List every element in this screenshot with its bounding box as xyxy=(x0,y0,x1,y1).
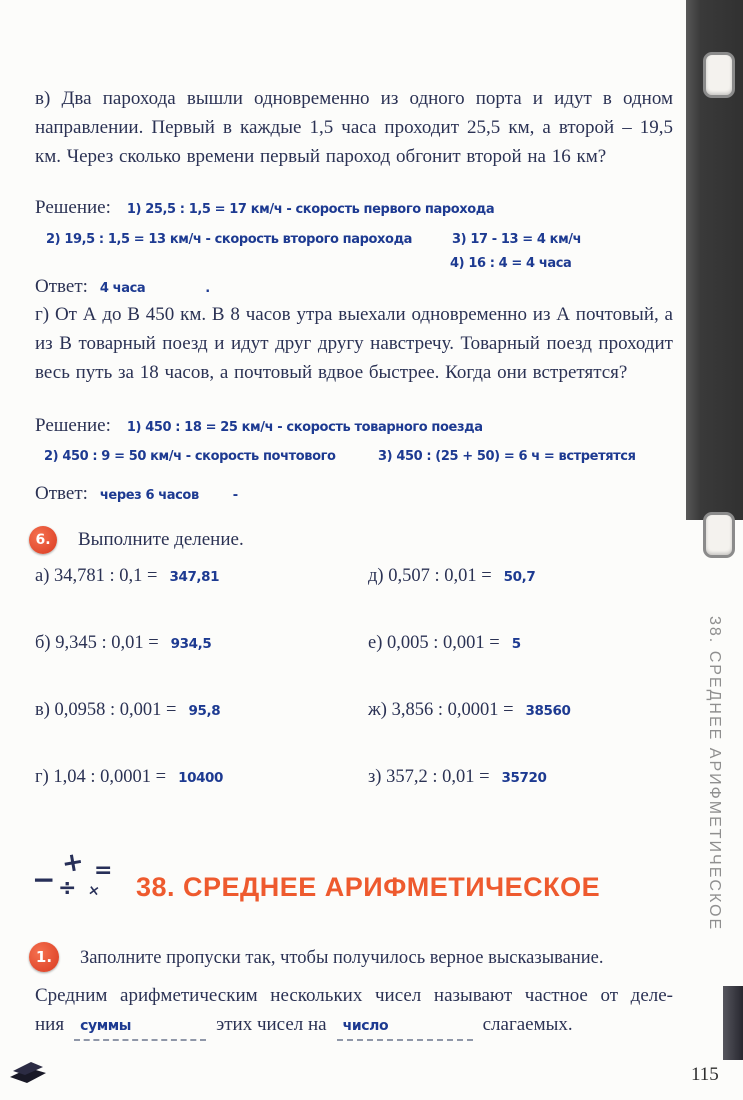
division-answer: 50,7 xyxy=(503,569,536,585)
solution-label: Решение: xyxy=(35,197,111,218)
equals-icon: = xyxy=(94,858,113,883)
publisher-logo-icon xyxy=(8,1058,48,1093)
math-symbols-doodle xyxy=(32,846,136,916)
solution-step-4: 4) 16 : 4 = 4 часа xyxy=(450,256,572,271)
solution-step-2: 2) 19,5 : 1,5 = 13 км/ч - скорость второго парохода xyxy=(46,232,413,247)
answer-label: Ответ: xyxy=(35,483,88,504)
blank-answer: число xyxy=(342,1018,389,1034)
bookmark-tab-top xyxy=(703,52,735,98)
problem-g-answer-line xyxy=(35,483,238,505)
solution-step-1: 1) 25,5 : 1,5 = 17 км/ч - скорость первого парохода xyxy=(126,202,495,217)
division-row-z xyxy=(368,761,667,828)
division-answer: 35720 xyxy=(501,770,547,786)
division-row-b xyxy=(35,627,368,694)
times-icon: × xyxy=(86,882,101,900)
problem-v-answer-line xyxy=(35,276,210,298)
division-row-d xyxy=(368,560,667,627)
fill-in-blank-2 xyxy=(337,1014,473,1041)
division-exercise-grid xyxy=(35,560,667,828)
solution-step-1: 1) 450 : 18 = 25 км/ч - скорость товарного поезда xyxy=(126,420,483,435)
answer-value: через 6 часов xyxy=(99,488,199,503)
division-row-e xyxy=(368,627,667,694)
body-text: ния xyxy=(35,1014,65,1035)
plus-icon: + xyxy=(59,846,87,880)
division-answer: 38560 xyxy=(525,703,571,719)
chapter-vertical-title: 38. СРЕДНЕЕ АРИФМЕТИЧЕСКОЕ xyxy=(706,616,723,932)
division-answer: 347,81 xyxy=(169,569,220,585)
division-row-a xyxy=(35,560,368,627)
solution-label: Решение: xyxy=(35,415,111,436)
exercise-6-badge: 6. xyxy=(29,526,57,554)
exercise-1-badge: 1. xyxy=(29,942,59,972)
body-text: этих чисел на xyxy=(216,1014,327,1035)
problem-g-statement: г) От А до В 450 км. В 8 часов утра выехали одновременно из А почтовый, а из В товарный поезд и идут друг другу навстречу. Товарный поезд проходит весь путь за 18 часов, а почтовый вдвое быстрее. Когда они встретятся? xyxy=(35,304,673,383)
division-expression: з) 357,2 : 0,01 = xyxy=(368,767,490,787)
division-expression: а) 34,781 : 0,1 = xyxy=(35,566,158,586)
minus-icon: − xyxy=(32,863,56,896)
division-expression: ж) 3,856 : 0,0001 = xyxy=(368,700,514,720)
division-answer: 10400 xyxy=(178,770,224,786)
exercise-1-body-line2 xyxy=(35,1014,573,1041)
divide-icon: ÷ xyxy=(58,876,77,901)
division-expression: д) 0,507 : 0,01 = xyxy=(368,566,492,586)
solution-step-3: 3) 450 : (25 + 50) = 6 ч = встретятся xyxy=(378,449,636,464)
division-expression: в) 0,0958 : 0,001 = xyxy=(35,700,177,720)
problem-g-solution-line1 xyxy=(35,415,483,437)
division-expression: е) 0,005 : 0,001 = xyxy=(368,633,500,653)
division-row-g xyxy=(35,761,368,828)
body-text: слагаемых. xyxy=(482,1014,573,1035)
exercise-1-title: Заполните пропуски так, чтобы получилось верное высказывание. xyxy=(80,948,604,968)
page-number: 115 xyxy=(691,1064,719,1085)
division-answer: 934,5 xyxy=(170,636,212,652)
problem-v-solution-line1 xyxy=(35,197,494,219)
solution-step-3: 3) 17 - 13 = 4 км/ч xyxy=(452,232,582,247)
fill-in-blank-1 xyxy=(74,1014,206,1041)
division-expression: б) 9,345 : 0,01 = xyxy=(35,633,159,653)
blank-answer: суммы xyxy=(80,1018,132,1034)
stray-mark: . xyxy=(205,281,210,296)
exercise-6-title: Выполните деление. xyxy=(78,529,244,550)
problem-v-statement: в) Два парохода вышли одновременно из одного порта и идут в одном направлении. Первый в каждые 1,5 часа проходит 25,5 км, а второй – 19,5 км. Через сколько времени первый пароход обгонит второй на 16 км? xyxy=(35,88,673,167)
page-edge-strip-bottom xyxy=(723,986,743,1060)
division-row-v xyxy=(35,694,368,761)
answer-label: Ответ: xyxy=(35,276,88,297)
stray-mark: - xyxy=(232,488,238,503)
division-row-zh xyxy=(368,694,667,761)
division-expression: г) 1,04 : 0,0001 = xyxy=(35,767,167,787)
exercise-1-body-line1: Средним арифметическим нескольких чисел называют частное от деле- xyxy=(35,985,673,1006)
section-title: 38. СРЕДНЕЕ АРИФМЕТИЧЕСКОЕ xyxy=(136,872,601,902)
division-answer: 5 xyxy=(511,636,521,652)
solution-step-2: 2) 450 : 9 = 50 км/ч - скорость почтового xyxy=(44,449,336,464)
bookmark-tab-middle xyxy=(703,512,735,558)
division-answer: 95,8 xyxy=(188,703,221,719)
answer-value: 4 часа xyxy=(99,281,146,296)
